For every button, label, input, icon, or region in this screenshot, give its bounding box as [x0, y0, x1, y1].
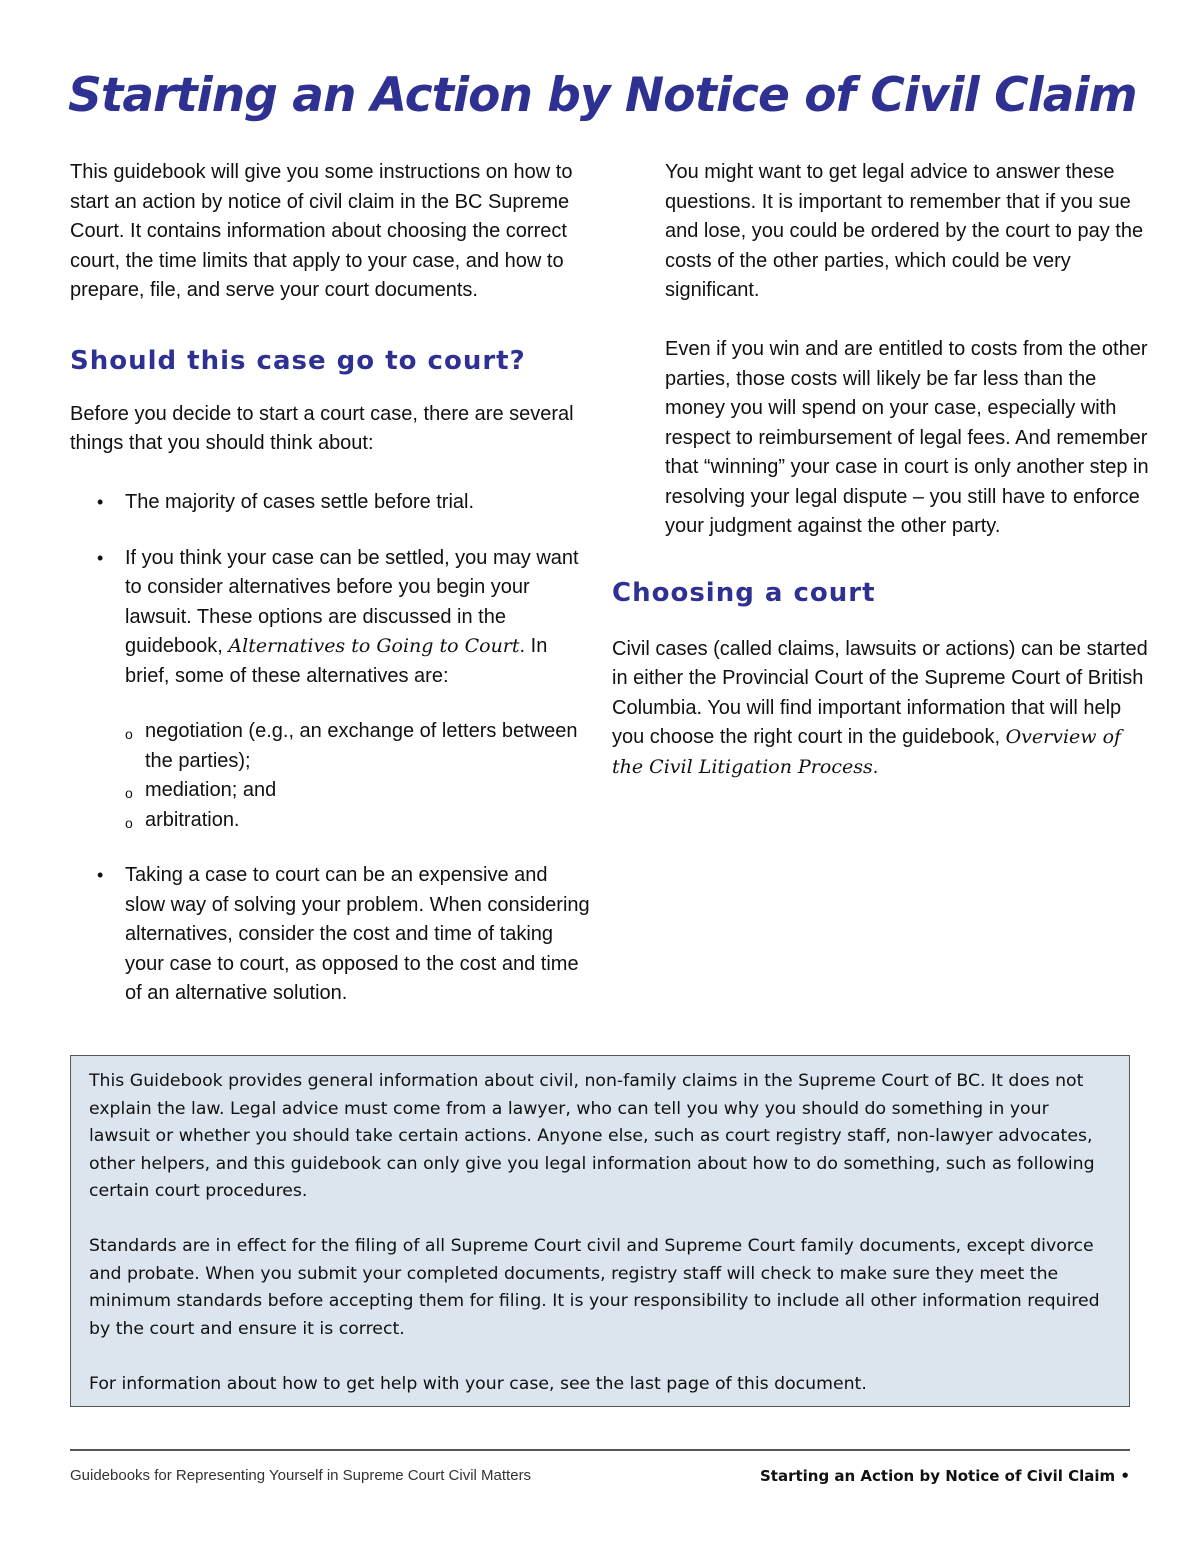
disclaimer-box: [70, 1055, 1130, 1407]
footer-document-title: Starting an Action by Notice of Civil Claim •: [759, 1467, 1130, 1485]
left-column: [70, 158, 590, 1009]
circle-bullet-icon: o: [125, 814, 133, 831]
costs-paragraph: Even if you win and are entitled to costs from the other parties, those costs will likely be far less than the money you will spend on your case, especially with respect to reimbursement of legal fees. And remember that “winning” your case in court is only another step in resolving your legal dispute – you still have to enforce your judgment against the other party.: [665, 338, 1149, 537]
list-item: [70, 544, 590, 836]
footer-series-title: Guidebooks for Representing Yourself in Supreme Court Civil Matters: [70, 1467, 532, 1484]
bullet-icon: •: [97, 492, 104, 512]
section-heading-choosing-court: Choosing a court: [612, 577, 876, 608]
circle-bullet-icon: o: [125, 785, 133, 801]
list-item-text: If you think your case can be settled, you may want to consider alternatives before you begin your lawsuit. These options are discussed in the guidebook,: [125, 546, 579, 657]
bullet-icon: •: [97, 547, 104, 568]
legal-advice-paragraph: You might want to get legal advice to answer these questions. It is important to remember that if you sue and lose, you could be ordered by the court to pay the costs of the other parties, which could be very significant.: [665, 161, 1144, 301]
alternatives-sublist: [125, 717, 590, 835]
sublist-item-text: arbitration.: [145, 808, 240, 831]
paragraph-text: Civil cases (called claims, lawsuits or actions) can be started in either the Provincial Court of the Supreme Court of British Columbia. You will find important information that will help you choose the right court in the guidebook,: [612, 637, 1148, 748]
disclaimer-paragraph: This Guidebook provides general information about civil, non-family claims in the Supreme Court of BC. It does not explain the law. Legal advice must come from a lawyer, who can tell you why you should do something in your lawsuit or whether you should take certain actions. Anyone else, such as court registry staff, non-lawyer advocates, other helpers, and this guidebook can only give you legal information about how to do something, such as following certain court procedures.: [89, 1071, 1095, 1201]
help-paragraph: For information about how to get help with your case, see the last page of this document.: [89, 1373, 867, 1394]
lead-paragraph: Before you decide to start a court case, there are several things that you should think about:: [70, 402, 574, 454]
right-column: [612, 158, 1152, 782]
list-item-text: The majority of cases settle before trial.: [125, 491, 475, 513]
sublist-item: [125, 806, 590, 836]
guidebook-title-reference: Overview of the Civil Litigation Process: [612, 726, 1122, 778]
considerations-list: [70, 488, 590, 1009]
list-item: [70, 861, 590, 1009]
bullet-icon: •: [97, 865, 104, 885]
standards-paragraph: Standards are in effect for the filing of all Supreme Court civil and Supreme Court family documents, except divorce and probate. When you submit your completed documents, registry staff will check to make sure they meet the minimum standards before accepting them for filing. It is your responsibility to include all other information required by the court and ensure it is correct.: [89, 1236, 1100, 1339]
intro-paragraph: This guidebook will give you some instructions on how to start an action by notice of civil claim in the BC Supreme Court. It contains information about choosing the correct court, the time limits that apply to your case, and how to prepare, file, and serve your court documents.: [70, 161, 573, 301]
list-item-text: . In brief, some of these alternatives are:: [125, 635, 548, 687]
section-heading-go-to-court: Should this case go to court?: [70, 345, 526, 376]
paragraph-text: .: [872, 755, 879, 778]
list-item-text: Taking a case to court can be an expensive and slow way of solving your problem. When considering alternatives, consider the cost and time of taking your case to court, as opposed to the cost and time of an alternative solution.: [125, 864, 590, 1004]
choosing-court-paragraph: [612, 635, 1152, 783]
sublist-item-text: negotiation (e.g., an exchange of letters between the parties);: [145, 720, 578, 772]
circle-bullet-icon: o: [125, 726, 133, 742]
footer-divider: [70, 1449, 1130, 1451]
sublist-item: [125, 717, 590, 776]
list-item: [70, 488, 590, 518]
page-title: Starting an Action by Notice of Civil Claim: [68, 68, 1137, 123]
sublist-item: [125, 776, 590, 806]
guidebook-title-reference: Alternatives to Going to Court: [228, 635, 520, 657]
sublist-item-text: mediation; and: [145, 779, 277, 801]
